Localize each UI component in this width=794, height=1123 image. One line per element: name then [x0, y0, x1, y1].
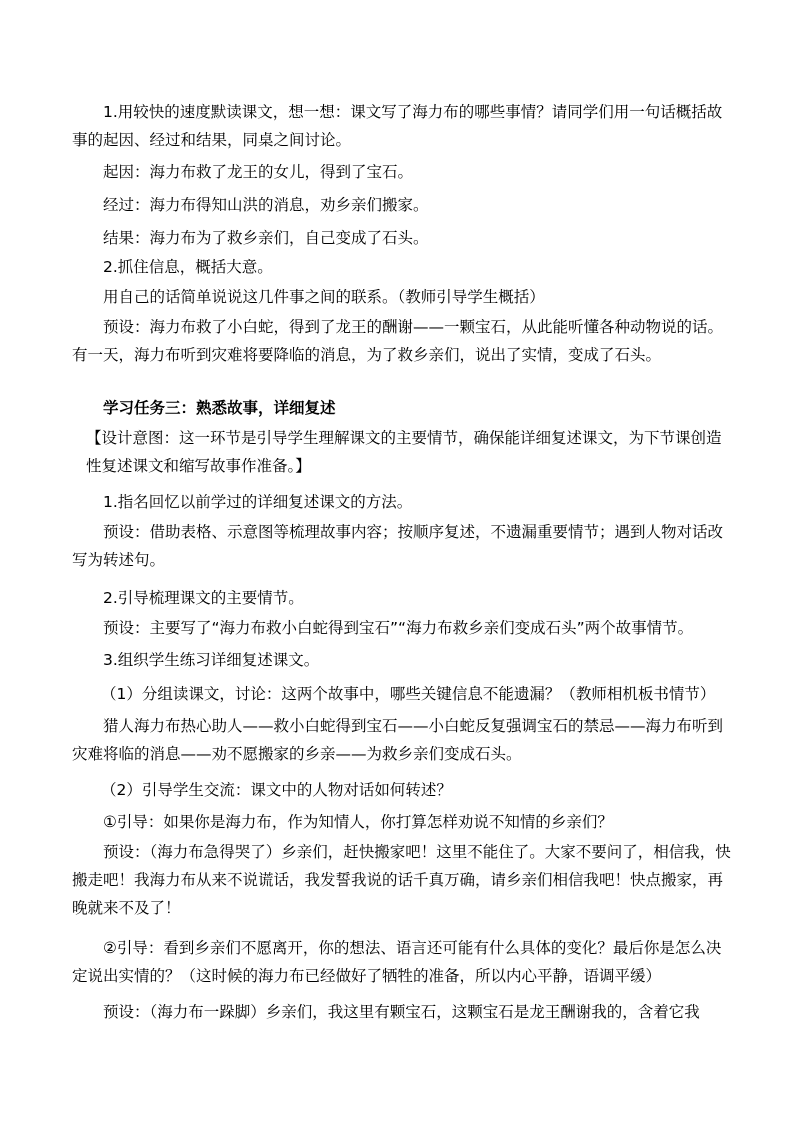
paragraph-relation: 用自己的话简单说说这几件事之间的联系。（教师引导学生概括） — [103, 288, 545, 306]
paragraph-recall-methods: 1.指名回忆以前学过的详细复述课文的方法。 — [103, 493, 413, 511]
paragraph-process: 经过：海力布得知山洪的消息，劝乡亲们搬家。 — [103, 196, 429, 214]
paragraph-main-plot: 2.引导梳理课文的主要情节。 — [103, 589, 304, 607]
paragraph-preset-summary: 预设：海力布救了小白蛇，得到了龙王的酬谢——一颗宝石，从此能听懂各种动物说的话。有一天，海力布听到灾难将要降临的消息，为了救乡亲们，说出了实情，变成了石头。 — [72, 318, 724, 364]
paragraph-preset-methods: 预设：借助表格、示意图等梳理故事内容；按顺序复述，不遗漏重要情节；遇到人物对话改写为转述句。 — [72, 523, 724, 569]
paragraph-practice: 3.组织学生练习详细复述课文。 — [103, 651, 320, 669]
paragraph-design-intent: 【设计意图：这一环节是引导学生理解课文的主要情节，确保能详细复述课文，为下节课创造性复述课文和缩写故事作准备。】 — [86, 429, 722, 475]
paragraph-plot-chain: 猎人海力布热心助人——救小白蛇得到宝石——小白蛇反复强调宝石的禁忌——海力布听到灾难将临的消息——劝不愿搬家的乡亲——为救乡亲们变成石头。 — [72, 717, 724, 763]
paragraph-preset-plot: 预设：主要写了“海力布救小白蛇得到宝石”“海力布救乡亲们变成石头”两个故事情节。 — [103, 619, 694, 637]
paragraph-preset-dialogue-2: 预设：（海力布一跺脚）乡亲们，我这里有颗宝石，这颗宝石是龙王酬谢我的，含着它我 — [103, 1003, 700, 1021]
paragraph-guide-2: ②引导：看到乡亲们不愿离开，你的想法、语言还可能有什么具体的变化？最后你是怎么决定说出实情的？（这时候的海力布已经做好了牺牲的准备，所以内心平静，语调平缓） — [72, 939, 722, 985]
section-heading-task-3: 学习任务三：熟悉故事，详细复述 — [103, 399, 336, 417]
paragraph-preset-dialogue-1: 预设：（海力布急得哭了）乡亲们，赶快搬家吧！这里不能住了。大家不要问了，相信我，快搬走吧！我海力布从来不说谎话，我发誓我说的话千真万确，请乡亲们相信我吧！快点搬家，再晚就来不及了！ — [72, 843, 731, 917]
paragraph-task-2: 2.抓住信息，概括大意。 — [103, 258, 273, 276]
paragraph-task-1: 1.用较快的速度默读课文，想一想：课文写了海力布的哪些事情？请同学们用一句话概括故事的起因、经过和结果，同桌之间讨论。 — [72, 103, 723, 149]
paragraph-result: 结果：海力布为了救乡亲们，自己变成了石头。 — [103, 229, 429, 247]
paragraph-group-read: （1）分组读课文，讨论：这两个故事中，哪些关键信息不能遗漏？（教师相机板书情节） — [101, 685, 716, 703]
paragraph-cause: 起因：海力布救了龙王的女儿，得到了宝石。 — [103, 163, 414, 181]
paragraph-dialogue-question: （2）引导学生交流：课文中的人物对话如何转述？ — [101, 781, 452, 799]
paragraph-guide-1: ①引导：如果你是海力布，作为知情人，你打算怎样劝说不知情的乡亲们？ — [103, 813, 613, 831]
